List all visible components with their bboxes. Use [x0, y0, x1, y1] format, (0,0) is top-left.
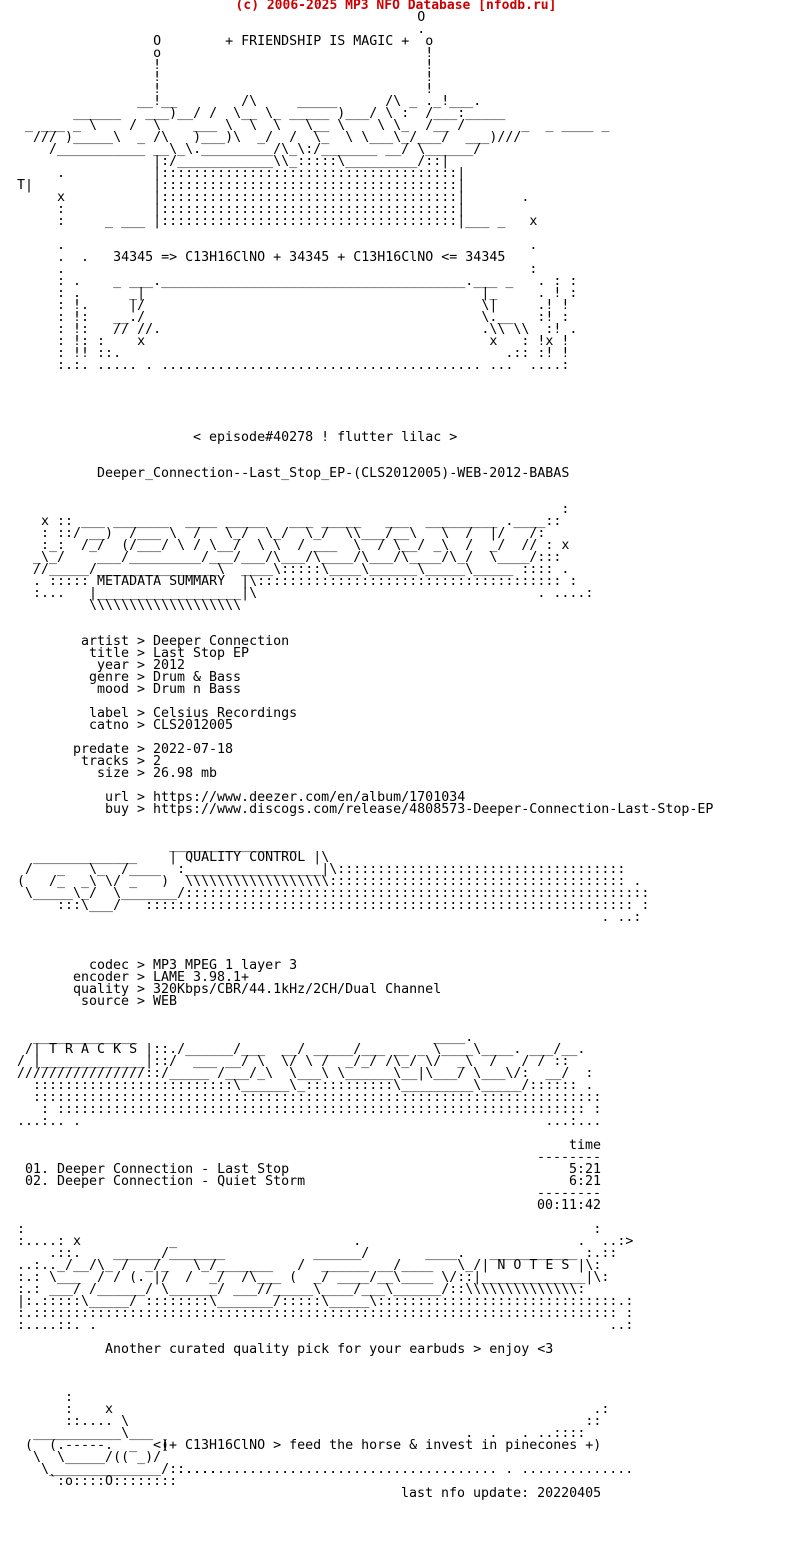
meta-predate-key: predate: [72, 742, 129, 757]
quality-separator: >: [136, 982, 145, 997]
episode-name: episode#40278: [209, 430, 314, 445]
meta-separator: >: [136, 742, 145, 757]
meta-artist-value: Deeper Connection: [153, 634, 290, 649]
total-rule: --------: [537, 1186, 602, 1201]
quality-encoder-key: encoder: [72, 970, 129, 985]
meta-title-row: [17, 648, 249, 660]
meta-tracks-key: tracks: [80, 754, 129, 769]
meta-size-row: [17, 768, 217, 780]
site-banner: (c) 2006-2025 MP3 NFO Database [nfodb.ru]: [235, 0, 557, 13]
meta-separator: >: [136, 802, 145, 817]
track-row: [17, 1176, 601, 1188]
track-title: Deeper Connection - Quiet Storm: [57, 1174, 306, 1189]
meta-separator: >: [136, 766, 145, 781]
meta-year-value: 2012: [153, 658, 186, 673]
quality-source-key: source: [80, 994, 129, 1009]
meta-separator: >: [136, 754, 145, 769]
tracks-heading-art: _____________ ____. /| T R A C K S |::./______/___ __/ _____/___ __ _ \____\____. ___/__. / |_____________|::/ ___ __/ \ \/ \ / _/_/ /\_/ \/ _\ / / / :: ////////////////::/_____ /___/_\ \___\ \______\__|\___/ \___\/: __/ : :::::::::::::::::::::::::\______\_:::::::::::\_________\_____/:::::: . ::::::::::::::::::::::::::::::::::::::::::::::::::::::::::::::::::::::: : :::::::::::::::::::::::::::::::::::::::::::::::::::::::::::::::::: : ...:.. . ...:...: [17, 1030, 602, 1129]
footer-tagline: <(+ C13H16ClNO > feed the horse & invest in pinecones +): [153, 1438, 602, 1453]
quality-separator: >: [136, 958, 145, 973]
meta-buy-row: [17, 804, 713, 816]
meta-separator: >: [136, 670, 145, 685]
release-name: Deeper_Connection--Last_Stop_EP-(CLS2012005)-WEB-2012-BABAS: [97, 466, 570, 481]
quality-source-value: WEB: [153, 994, 178, 1009]
meta-separator: >: [136, 646, 145, 661]
track-number: 02.: [25, 1174, 50, 1189]
meta-tracks-value: 2: [153, 754, 162, 769]
footer-ascii-art: : : x .: ::.... \ :: ___________\___ . . . ..:::: ( (.-----. _ ) \ \_____/(( _)/ \______________/::.... `:o::::O::::::::: [25, 1390, 610, 1489]
meta-label-value: Celsius Recordings: [153, 706, 298, 721]
track-number: 01.: [25, 1162, 50, 1177]
meta-genre-key: genre: [88, 670, 129, 685]
last-update: last nfo update: 20220405: [401, 1486, 602, 1501]
header-ascii-art: O . O + FRIENDSHIP IS MAGIC + o o ! ! ! ! ! ! ! __!__ /\ _____ /\ _ ._!___. ______ ___)__/ / \__ \_ _____ )___/ \ : /___:_____ _ ___ _ \ / \ ___ \ \ \ \__ \ \ \_ /__ / _ _ ____ _ /// )_____\ _ /\ )___)\ _/ / \_ \ \___\_/___/ ___)/// /___________ __\_\._________/\_\:/_______ __/ \______/ |:/____________\\_:::::\_________/::| . |:::::::::::::::::::::::::::::::::::::| T| |:::::::::::::::::::::::::::::::::::::| x |:::::::::::::::::::::::::::::::::::::| . : |:::::::::::::::::::::::::::::::::::::| : _ ___ |:::::::::::::::::::::::::::::::::::::|___ _ x . . . . 34345 => C13H16ClNO + 34345 + C13H16ClNO <= 34345 . : : . _ ___.______________________________________.___ _ . : : : . _| |_ . ! : : !. |/ \| .! ! : !: __./ \.__ :! : : !: // //. .\\ \\ :! . : !: : x x : !x ! : !! ::. .:: :! ! :.:. ..... . ........................................ ... ....:: [17, 10, 610, 373]
meta-predate-value: 2022-07-18: [153, 742, 234, 757]
meta-catno-key: catno: [88, 718, 129, 733]
episode-close-bracket: >: [449, 430, 458, 445]
quality-separator: >: [136, 970, 145, 985]
meta-separator: >: [136, 682, 145, 697]
meta-separator: >: [136, 790, 145, 805]
meta-url-key: url: [104, 790, 129, 805]
meta-separator: >: [136, 718, 145, 733]
meta-url-link[interactable]: https://www.deezer.com/en/album/1701034: [153, 790, 466, 805]
quality-codec-value: MP3 MPEG 1 layer 3: [153, 958, 298, 973]
meta-mood-row: [17, 684, 241, 696]
episode-open-bracket: <: [193, 430, 202, 445]
notes-text: Another curated quality pick for your earbuds > enjoy <3: [105, 1342, 554, 1357]
quality-control-heading-art: ________________ _____________ | QUALITY CONTROL |\ / _ \_ /____ :_________________|\:::::::::::::::::::::::::::::::::::: ( /_ _\ \/ _ ) \\\\\\\\\\\\\\\\\\::::::::::::::::::::::::::::::::::::: . \_____\_/ \_______/:::::::::::::::::::::::::::::::::::::::::::::::::::::::::: :::\___/ ::::::::::::::::::::::::::::::::::::::::::::::::::::::::::::: : . ..:: [17, 838, 650, 925]
meta-title-value: Last Stop EP: [153, 646, 250, 661]
track-title: Deeper Connection - Last Stop: [57, 1162, 290, 1177]
meta-genre-value: Drum & Bass: [153, 670, 242, 685]
total-time: 00:11:42: [537, 1198, 602, 1213]
track-time: 6:21: [568, 1174, 601, 1189]
time-column-header: time: [569, 1138, 602, 1153]
footer-dotted-rule: ........................................ . ..............: [177, 1462, 634, 1477]
episode-line: [193, 432, 457, 444]
quality-quality-value: 320Kbps/CBR/44.1kHz/2CH/Dual Channel: [153, 982, 442, 997]
episode-separator: !: [321, 430, 330, 445]
notes-heading-art: : : :....: x _ . . ..:> .::. ______/_______ ______/ ____. ___________ :.:: ..:.._/__/\_ / _/_ \_/_______ / ______ __/____ \_/| N O T E S |\: :.: \___ / / (. |/ / _/ /\___ ( _/ ____/__\____ \/::|_____________|\: :.: ___/ /______/ \______/ ___//_____\____/___\______/::\\\\\\\\\\\\\\: |:.:::::\_____/ ::::::::\_______/:::::\_____\::::::::::::::::::::::::::::::.: :.::::::::::::::::::::::::::::::::::::::::::::::::::::::::::::::::::::::::: : :....::. . ..:: [17, 1222, 634, 1333]
meta-separator: >: [136, 706, 145, 721]
meta-separator: >: [136, 634, 145, 649]
meta-catno-row: [17, 720, 233, 732]
quality-codec-key: codec: [88, 958, 129, 973]
meta-catno-value: CLS2012005: [153, 718, 234, 733]
episode-subtitle: flutter lilac: [337, 430, 442, 445]
meta-label-key: label: [88, 706, 129, 721]
quality-encoder-value: LAME 3.98.1+: [153, 970, 250, 985]
meta-title-key: title: [88, 646, 129, 661]
meta-artist-key: artist: [80, 634, 129, 649]
meta-size-value: 26.98 mb: [153, 766, 218, 781]
meta-year-key: year: [96, 658, 129, 673]
quality-separator: >: [136, 994, 145, 1009]
meta-buy-link[interactable]: https://www.discogs.com/release/4808573-Deeper-Connection-Last-Stop-EP: [153, 802, 714, 817]
metadata-summary-heading-art: : x :: ___ _______ ____ _____ ___ _____ ___ _________ .____:: : ::/ __) /___ \ / \_/ \_/ \_/ \\___/__\ \ / |/ /: :_: /_/ (/___/ \ / \__/ \ \ / ___ \ / \__/ _\ / _/ // : x _\_/ ___/_________/___/___/\___/\____/\___/\____/\_/ \____/::: //_____/_______________\ ____\:::::\____\______\_____\_____ :::: . . ::::: METADATA SUMMARY |\:::::::::::::::::::::::::::::::::::::: : :... |__________________|\ . ....: \\\\\\\\\\\\\\\\\\\: [33, 502, 594, 613]
meta-mood-key: mood: [96, 682, 129, 697]
meta-mood-value: Drum n Bass: [153, 682, 242, 697]
quality-quality-key: quality: [72, 982, 129, 997]
meta-separator: >: [136, 658, 145, 673]
time-header-rule: --------: [537, 1150, 602, 1165]
meta-size-key: size: [96, 766, 129, 781]
meta-buy-key: buy: [104, 802, 129, 817]
quality-source-row: [17, 996, 177, 1008]
track-time: 5:21: [568, 1162, 601, 1177]
